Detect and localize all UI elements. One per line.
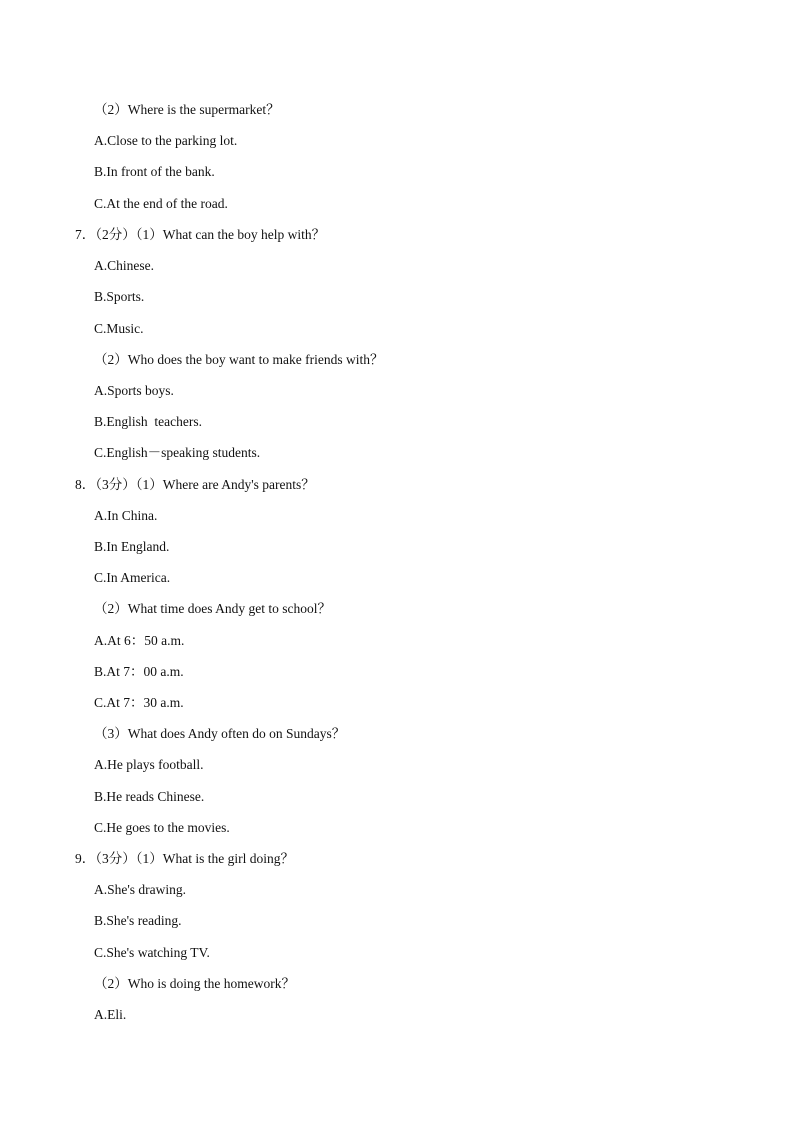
- option-c: C.At the end of the road.: [94, 196, 228, 211]
- option-a: A.He plays football.: [94, 757, 204, 772]
- option-b: B.At 7：00 a.m.: [94, 664, 184, 679]
- option-a: A.Chinese.: [94, 258, 154, 273]
- option-b: B.In front of the bank.: [94, 164, 215, 179]
- option-b: B.She's reading.: [94, 913, 182, 928]
- option-b: B.He reads Chinese.: [94, 789, 205, 804]
- option-c: C.At 7：30 a.m.: [94, 695, 184, 710]
- option-a: A.At 6：50 a.m.: [94, 633, 185, 648]
- option-c: C.In America.: [94, 570, 171, 585]
- option-a: A.Eli.: [94, 1007, 127, 1022]
- option-a: A.She's drawing.: [94, 882, 187, 897]
- sub-question-school-time: （2）What time does Andy get to school？: [94, 601, 331, 616]
- question-9: 9．（3分）（1）What is the girl doing？: [75, 851, 294, 866]
- option-a: A.Close to the parking lot.: [94, 133, 238, 148]
- sub-question-homework: （2）Who is doing the homework？: [94, 976, 295, 991]
- option-c: C.He goes to the movies.: [94, 820, 230, 835]
- question-8: 8．（3分）（1）Where are Andy's parents？: [75, 477, 315, 492]
- option-c: C.She's watching TV.: [94, 945, 210, 960]
- option-c: C.Music.: [94, 321, 144, 336]
- option-a: A.Sports boys.: [94, 383, 174, 398]
- sub-question-friends: （2）Who does the boy want to make friends with？: [94, 352, 384, 367]
- sub-question-sundays: （3）What does Andy often do on Sundays？: [94, 726, 346, 741]
- option-a: A.In China.: [94, 508, 158, 523]
- option-b: B.English teachers.: [94, 414, 202, 429]
- sub-question-supermarket: （2）Where is the supermarket？: [94, 102, 280, 117]
- question-7: 7．（2分）（1）What can the boy help with？: [75, 227, 326, 242]
- option-c: C.English－speaking students.: [94, 445, 261, 460]
- option-b: B.In England.: [94, 539, 170, 554]
- option-b: B.Sports.: [94, 289, 145, 304]
